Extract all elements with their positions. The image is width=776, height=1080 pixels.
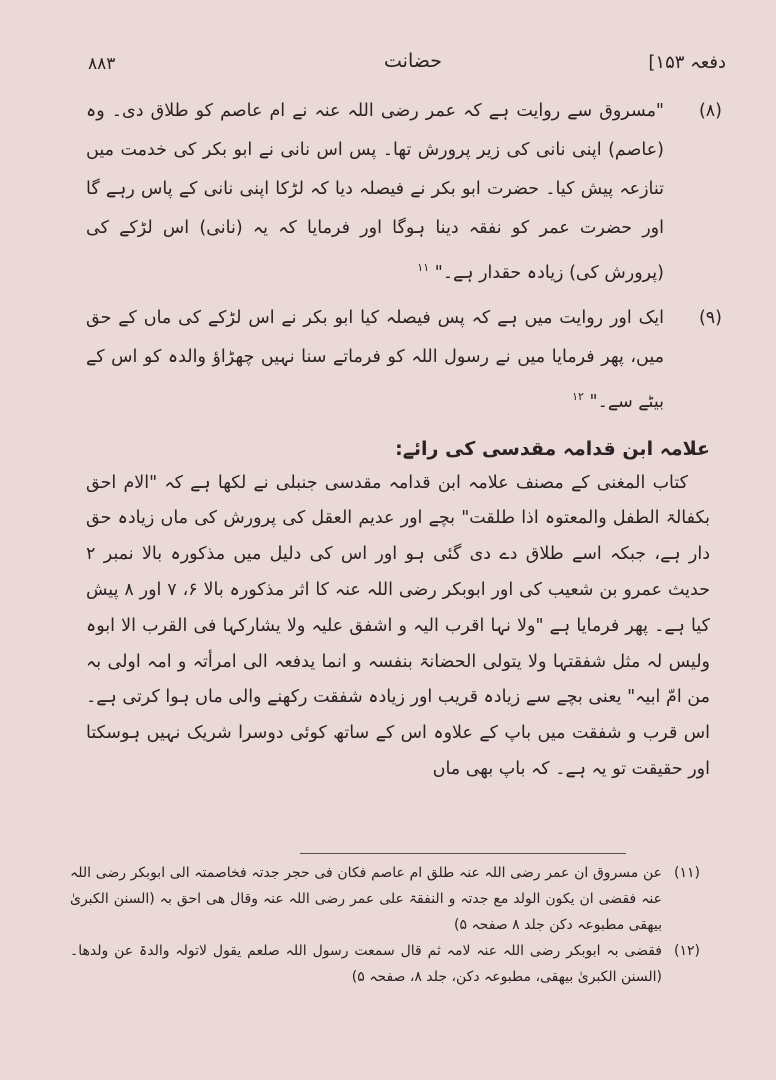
page-number: ۸۸۳ xyxy=(88,54,116,74)
page-header xyxy=(80,48,746,88)
footnote-text: فقضی بہ ابوبکر رضی اللہ عنہ لامہ ثم قال سمعت رسول اللہ صلعم یقول لاتولہ والدۃ عن ولدھا۔ (السنن الکبریٰ بیھقی، مطبوعہ دکن، جلد ۸، صفحہ ۵) xyxy=(70,943,662,985)
footnote-text: عن مسروق ان عمر رضی اللہ عنہ طلق ام عاصم فکان فی حجر جدتہ فخاصمتہ الی ابوبکر رضی اللہ عنہ فقضی ان یکون الولد مع جدتہ و النفقۃ علی عمر رضی اللہ عنہ وقال ھی احق بہ (السنن الکبریٰ بیھقی مطبوعہ دکن جلد ۸ صفحہ ۵) xyxy=(70,865,662,933)
paragraph-text: "مسروق سے روایت ہے کہ عمر رضی اللہ عنہ نے ام عاصم کو طلاق دی۔ وہ (عاصم) اپنی نانی کی زیر پرورش تھا۔ پس اس نانی نے ابو بکر کی خدمت میں تنازعہ پیش کیا۔ حضرت ابو بکر نے فیصلہ دیا کہ لڑکا اپنی نانی کے پاس رہے گا اور حضرت عمر کو نفقہ دینا ہوگا اور فرمایا کہ یہ (نانی) اس لڑکے کی (پرورش کی) زیادہ حقدار ہے۔" xyxy=(86,101,664,283)
section-heading: علامہ ابن قدامہ مقدسی کی رائے: xyxy=(395,437,710,460)
footnote-number: (۱۲) xyxy=(674,943,700,959)
paragraph-number: (۸) xyxy=(698,101,722,121)
paragraph-text: ایک اور روایت میں ہے کہ پس فیصلہ کیا ابو بکر نے اس لڑکے کی ماں کے حق میں، پھر فرمایا میں نے رسول اللہ کو فرماتے سنا نہیں چھڑاؤ والدہ کو اس کے بیٹے سے۔" xyxy=(86,307,664,412)
footnote-divider xyxy=(300,853,626,854)
footnotes xyxy=(70,860,700,990)
footnote-number: (۱۱) xyxy=(674,865,700,881)
page-title: حضانت xyxy=(384,50,442,72)
footnote-ref: ۱۲ xyxy=(572,389,584,403)
footnote xyxy=(70,938,700,990)
numbered-paragraph xyxy=(86,299,722,422)
section-label: دفعہ ۱۵۳] xyxy=(648,52,726,73)
paragraph-number: (۹) xyxy=(698,307,722,328)
numbered-paragraph xyxy=(86,92,722,293)
body-paragraph: کتاب المغنی کے مصنف علامہ ابن قدامہ مقدسی جنبلی نے لکھا ہے کہ "الام احق بکفالۃ الطفل والمعتوہ اذا طلقت" بچے اور عدیم العقل کی پرورش کی ماں زیادہ حق دار ہے، جبکہ اسے طلاق دے دی گئی ہو اور اس کی دلیل میں مذکورہ بالا نمبر ۲ حدیث عمرو بن شعیب کی اور ابوبکر رضی اللہ عنہ کا اثر مذکورہ بالا ۶، ۷ اور ۸ پیش کیا ہے۔ پھر فرمایا ہے "ولا نہا اقرب الیہ و اشفق علیہ ولا یشارکہا فی القرب الا ابوہ ولیس لہ مثل شفقتہا ولا یتولی الحضانۃ بنفسہ و انما یدفعہ الی امرأتہ و امہ اولی بہ من امّ ابیہ" یعنی بچے سے زیادہ قریب اور زیادہ شفقت رکھنے والی ماں ہوا کرتی ہے۔ اس قرب و شفقت میں باپ کے علاوہ اس کے ساتھ کوئی دوسرا شریک نہیں ہوسکتا اور حقیقت تو یہ ہے۔ کہ باپ بھی ماں xyxy=(86,472,711,780)
main-text xyxy=(86,92,722,788)
footnote xyxy=(70,860,700,938)
footnote-ref: ۱۱ xyxy=(417,261,430,274)
